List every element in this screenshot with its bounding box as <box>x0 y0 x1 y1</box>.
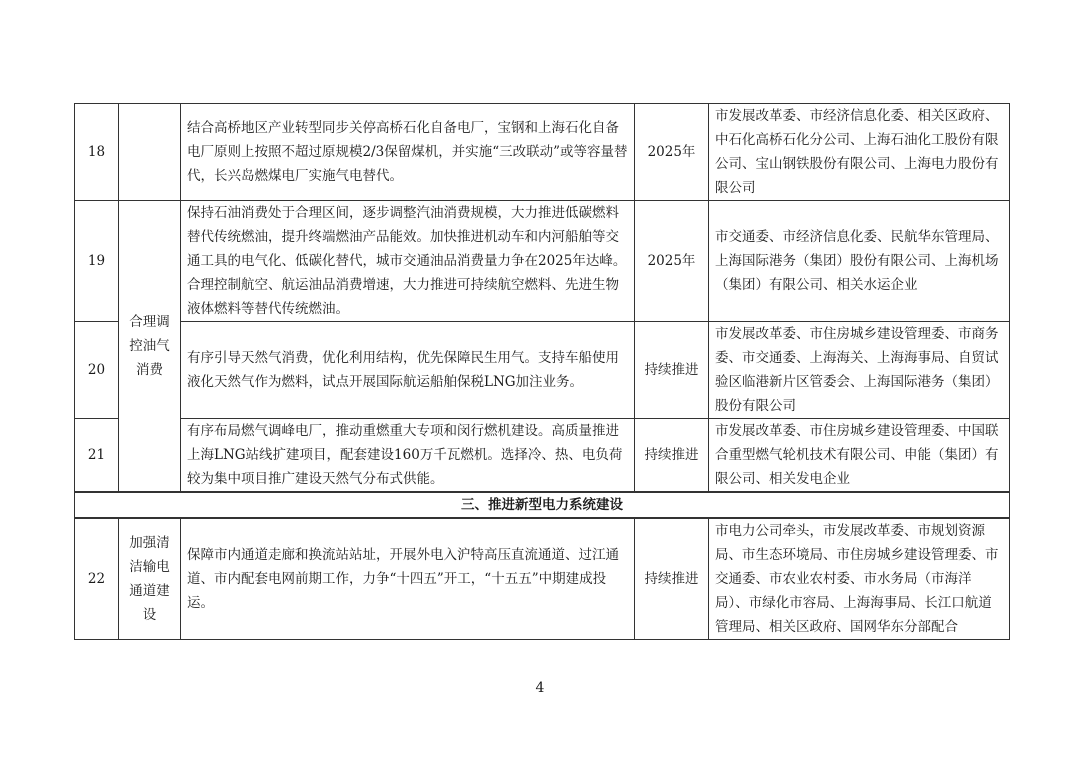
responsible-units: 市发展改革委、市住房城乡建设管理委、市商务委、市交通委、上海海关、上海海事局、自贸试验区临港新片区管委会、上海国际港务（集团）股份有限公司 <box>709 322 1010 419</box>
table-row <box>75 104 1010 201</box>
category-cell: 合理调控油气消费 <box>119 201 181 493</box>
row-number: 19 <box>75 201 119 322</box>
row-number: 22 <box>75 518 119 640</box>
responsible-units: 市发展改革委、市经济信息化委、相关区政府、中石化高桥石化分公司、上海石油化工股份有限公司、宝山钢铁股份有限公司、上海电力股份有限公司 <box>709 104 1010 201</box>
timeline-cell: 持续推进 <box>635 518 709 640</box>
task-description: 保持石油消费处于合理区间，逐步调整汽油消费规模，大力推进低碳燃料替代传统燃油，提升终端燃油产品能效。加快推进机动车和内河船舶等交通工具的电气化、低碳化替代，城市交通油品消费量力争在2025年达峰。合理控制航空、航运油品消费增速，大力推进可持续航空燃料、先进生物液体燃料等替代传统燃油。 <box>181 201 635 322</box>
row-number: 20 <box>75 322 119 419</box>
timeline-cell: 持续推进 <box>635 419 709 493</box>
table-row <box>75 518 1010 640</box>
page-number: 4 <box>535 680 545 696</box>
table-row <box>75 419 1010 493</box>
task-table <box>74 103 1010 640</box>
table-row <box>75 322 1010 419</box>
category-cell <box>119 104 181 201</box>
section-header-row <box>75 492 1010 518</box>
timeline-cell: 持续推进 <box>635 322 709 419</box>
table-row <box>75 201 1010 322</box>
timeline-cell: 2025年 <box>635 104 709 201</box>
row-number: 18 <box>75 104 119 201</box>
category-cell: 加强清洁输电通道建设 <box>119 518 181 640</box>
task-description: 有序布局燃气调峰电厂，推动重燃重大专项和闵行燃机建设。高质量推进上海LNG站线扩建项目，配套建设160万千瓦燃机。选择冷、热、电负荷较为集中项目推广建设天然气分布式供能。 <box>181 419 635 493</box>
responsible-units: 市电力公司牵头，市发展改革委、市规划资源局、市生态环境局、市住房城乡建设管理委、市交通委、市农业农村委、市水务局（市海洋局）、市绿化市容局、上海海事局、长江口航道管理局、相关区政府、国网华东分部配合 <box>709 518 1010 640</box>
row-number: 21 <box>75 419 119 493</box>
task-description: 保障市内通道走廊和换流站站址，开展外电入沪特高压直流通道、过江通道、市内配套电网前期工作，力争“十四五”开工，“十五五”中期建成投运。 <box>181 518 635 640</box>
task-description: 结合高桥地区产业转型同步关停高桥石化自备电厂，宝钢和上海石化自备电厂原则上按照不超过原规模2/3保留煤机，并实施“三改联动”或等容量替代，长兴岛燃煤电厂实施气电替代。 <box>181 104 635 201</box>
section-title: 三、推进新型电力系统建设 <box>75 492 1010 518</box>
responsible-units: 市交通委、市经济信息化委、民航华东管理局、上海国际港务（集团）股份有限公司、上海机场（集团）有限公司、相关水运企业 <box>709 201 1010 322</box>
task-description: 有序引导天然气消费，优化利用结构，优先保障民生用气。支持车船使用液化天然气作为燃料，试点开展国际航运船舶保税LNG加注业务。 <box>181 322 635 419</box>
timeline-cell: 2025年 <box>635 201 709 322</box>
responsible-units: 市发展改革委、市住房城乡建设管理委、中国联合重型燃气轮机技术有限公司、申能（集团）有限公司、相关发电企业 <box>709 419 1010 493</box>
